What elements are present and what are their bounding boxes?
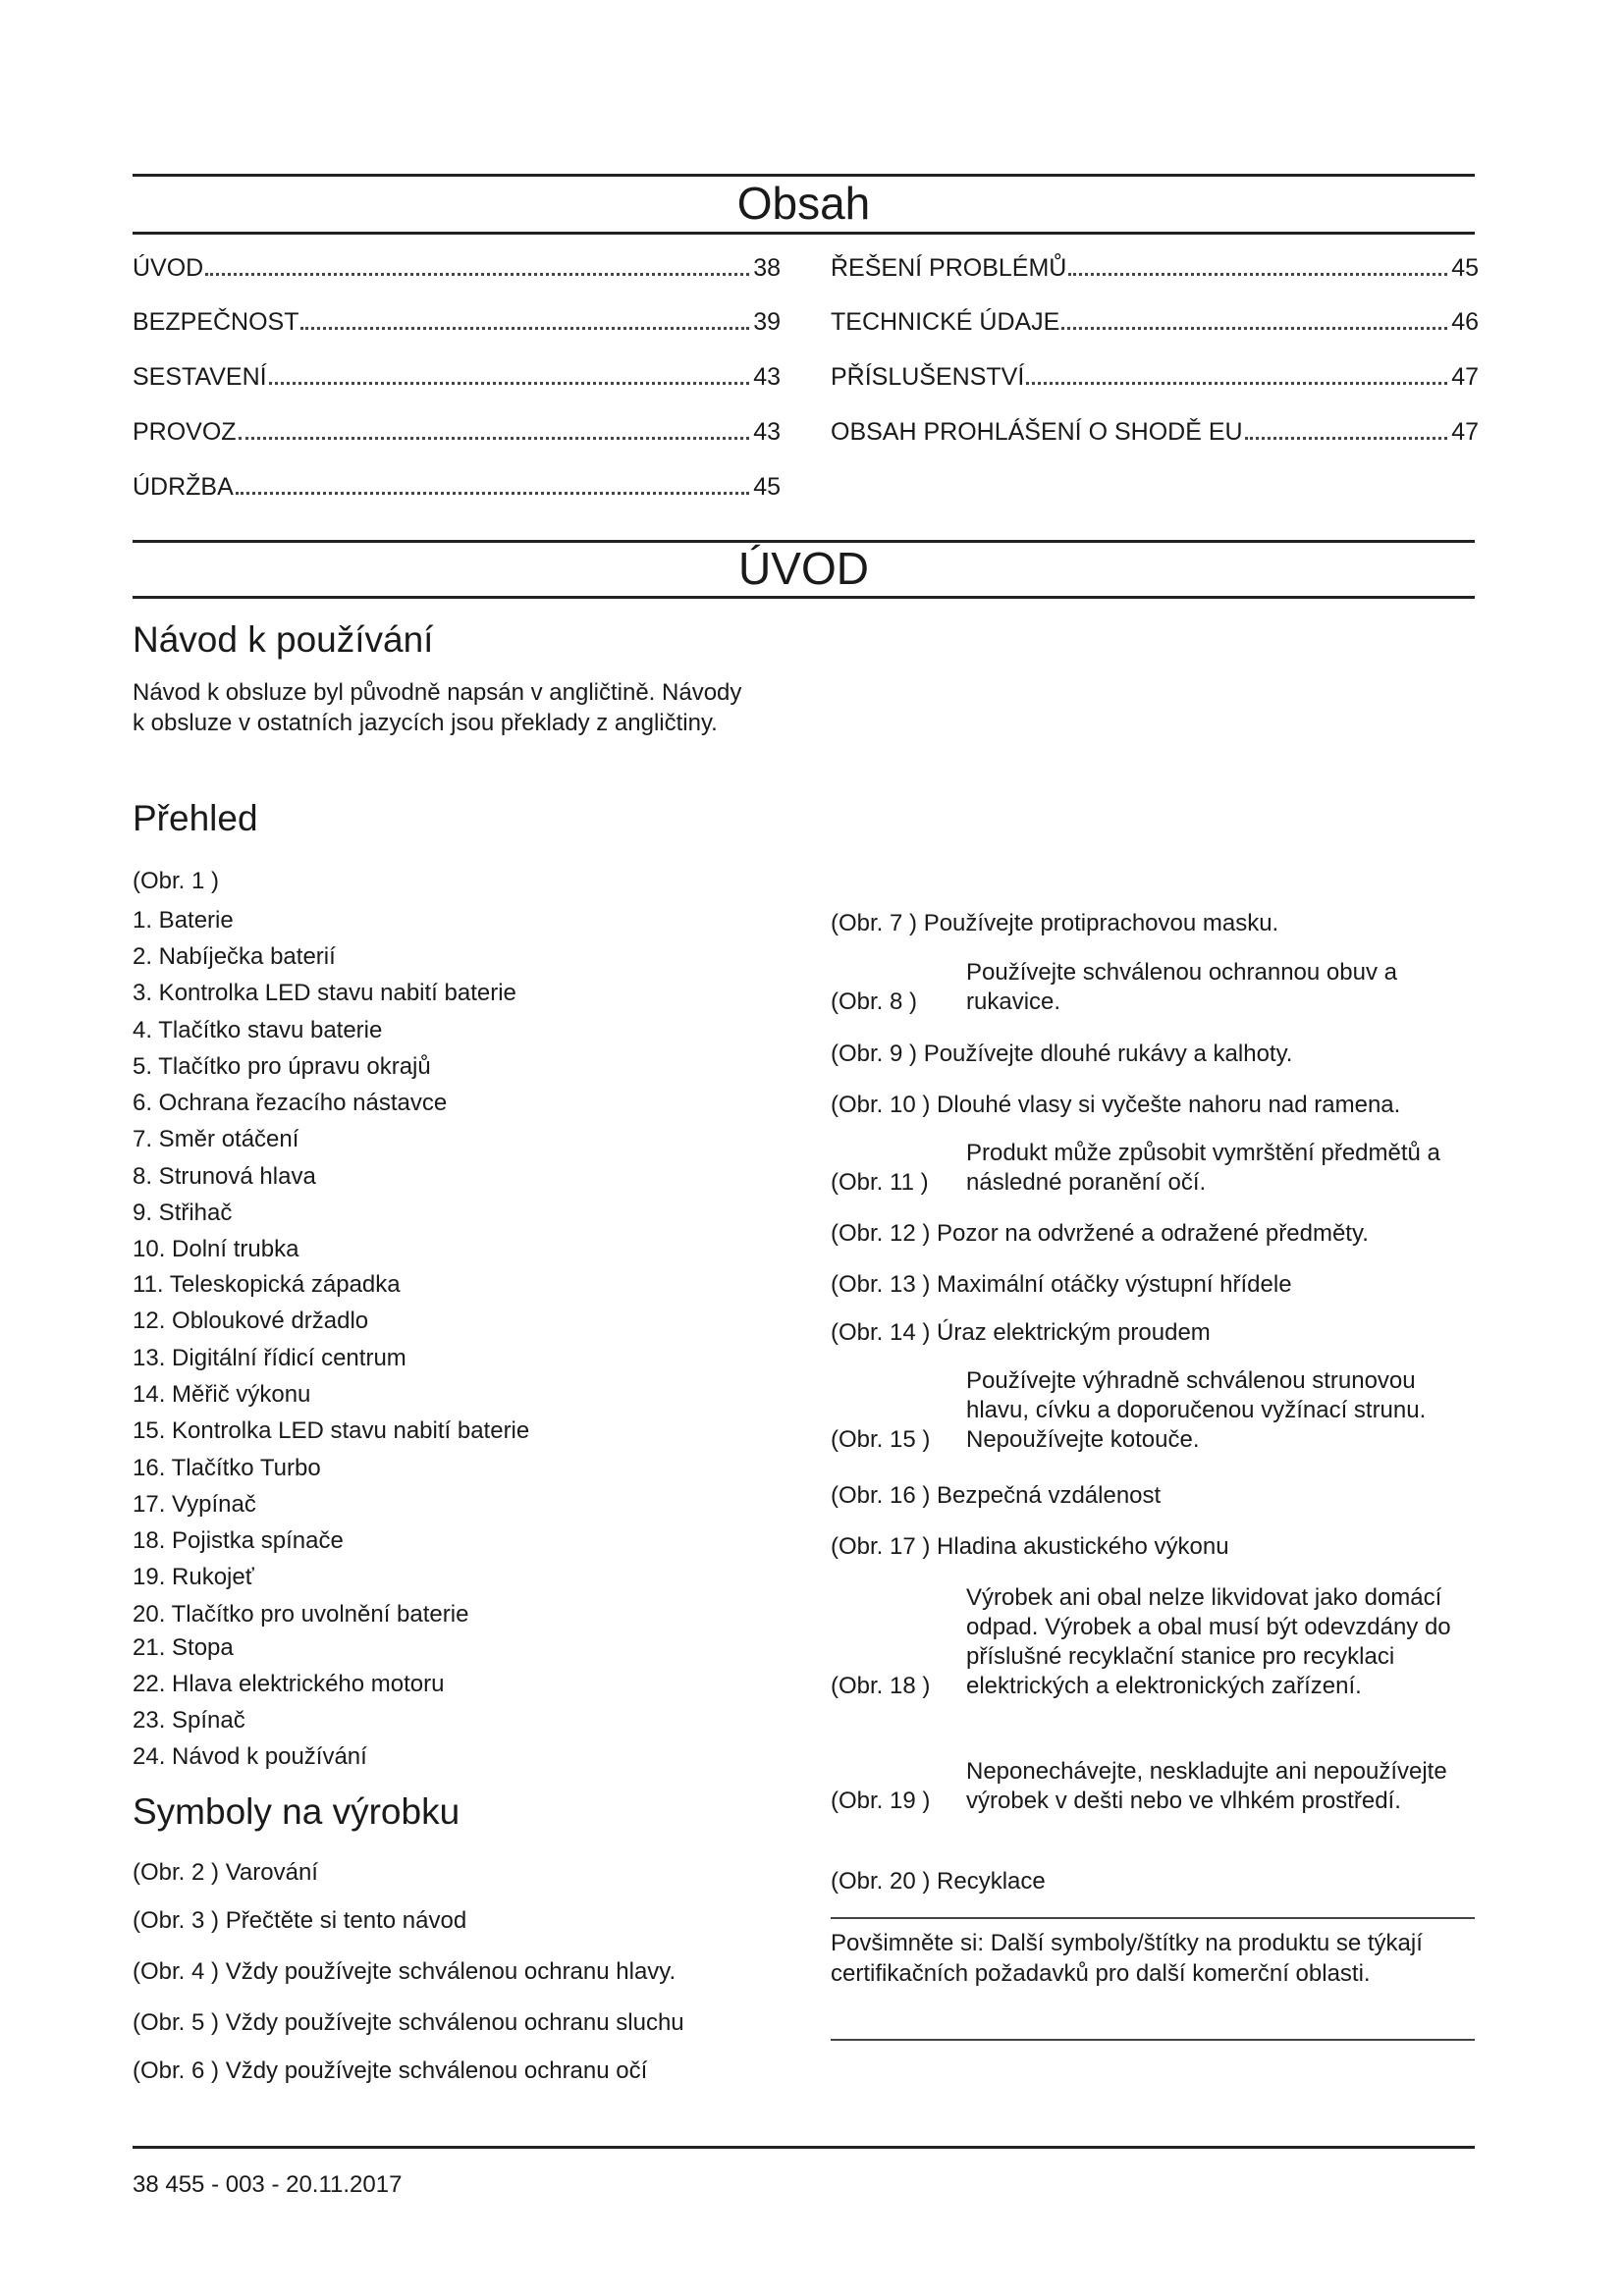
toc-entry-page: 46 bbox=[1451, 308, 1479, 336]
symbol-entry: (Obr. 3 ) Přečtěte si tento návod bbox=[133, 1907, 467, 1934]
symbols-heading: Symboly na výrobku bbox=[133, 1791, 460, 1832]
list-item: 18. Pojistka spínače bbox=[133, 1527, 344, 1554]
symbol-entry bbox=[831, 1481, 1498, 1511]
symbol-text: Používejte výhradně schválenou strunovou hlavu, cívku a doporučenou vyžínací strunu. Nepoužívejte kotouče. bbox=[966, 1367, 1427, 1453]
toc-entry-page: 47 bbox=[1451, 418, 1479, 446]
symbol-text: Maximální otáčky výstupní hřídele bbox=[937, 1271, 1292, 1298]
list-item: 20. Tlačítko pro uvolnění baterie bbox=[133, 1601, 469, 1628]
manual-heading: Návod k používání bbox=[133, 619, 434, 660]
manual-text: Návod k obsluze byl původně napsán v angličtině. Návody k obsluze v ostatních jazycích jsou překlady z angličtiny. bbox=[133, 679, 742, 736]
toc-entry-title: BEZPEČNOST bbox=[133, 308, 299, 336]
list-item: 2. Nabíječka baterií bbox=[133, 943, 336, 970]
symbol-label: (Obr. 18 ) bbox=[831, 1673, 931, 1699]
section-title: ÚVOD bbox=[738, 543, 869, 594]
list-item: 16. Tlačítko Turbo bbox=[133, 1455, 321, 1481]
toc-entry-page: 43 bbox=[753, 418, 781, 446]
list-item: 21. Stopa bbox=[133, 1634, 234, 1661]
symbol-entry bbox=[831, 1867, 1498, 1896]
symbol-text: Pozor na odvržené a odražené předměty. bbox=[937, 1220, 1369, 1247]
symbol-label: (Obr. 19 ) bbox=[831, 1788, 931, 1814]
list-item: 19. Rukojeť bbox=[133, 1564, 254, 1590]
list-item: 17. Vypínač bbox=[133, 1491, 256, 1518]
symbol-entry: (Obr. 6 ) Vždy používejte schválenou ochranu očí bbox=[133, 2057, 648, 2084]
note-box bbox=[831, 1917, 1475, 2041]
list-item: 1. Baterie bbox=[133, 907, 234, 934]
overview-heading: Přehled bbox=[133, 798, 258, 838]
symbol-entry bbox=[831, 1583, 1479, 1701]
symbol-label: (Obr. 8 ) bbox=[831, 988, 918, 1015]
symbol-entry: (Obr. 2 ) Varování bbox=[133, 1859, 318, 1886]
list-item: 3. Kontrolka LED stavu nabití baterie bbox=[133, 980, 516, 1006]
symbol-text: Bezpečná vzdálenost bbox=[937, 1482, 1162, 1509]
symbol-text: Používejte schválenou ochrannou obuv a rukavice. bbox=[966, 959, 1397, 1015]
symbol-label: (Obr. 15 ) bbox=[831, 1426, 931, 1453]
toc-entry-sestaveni[interactable] bbox=[133, 362, 781, 392]
symbol-entry bbox=[831, 1366, 1479, 1455]
list-item: 7. Směr otáčení bbox=[133, 1126, 299, 1152]
list-item: 24. Návod k používání bbox=[133, 1743, 367, 1770]
symbol-entry bbox=[831, 1318, 1498, 1348]
list-item: 10. Dolní trubka bbox=[133, 1236, 299, 1262]
symbol-entry bbox=[831, 1532, 1498, 1562]
toc-bottom-rule bbox=[133, 232, 1475, 235]
toc-entry-reseni-problemu[interactable] bbox=[831, 253, 1479, 283]
note-text: Povšimněte si: Další symboly/štítky na produktu se týkají certifikačních požadavků pro další komerční oblasti. bbox=[831, 1930, 1423, 1987]
toc-entry-title: PŘÍSLUŠENSTVÍ bbox=[831, 363, 1025, 391]
symbol-entry: (Obr. 5 ) Vždy používejte schválenou ochranu sluchu bbox=[133, 2009, 684, 2036]
symbol-text: Hladina akustického výkonu bbox=[937, 1533, 1229, 1560]
list-item: 14. Měřič výkonu bbox=[133, 1381, 311, 1408]
symbol-label: (Obr. 20 ) bbox=[831, 1868, 931, 1895]
symbol-label: (Obr. 13 ) bbox=[831, 1271, 931, 1298]
symbol-label: (Obr. 14 ) bbox=[831, 1319, 931, 1346]
list-item: 5. Tlačítko pro úpravu okrajů bbox=[133, 1053, 431, 1080]
list-item: 15. Kontrolka LED stavu nabití baterie bbox=[133, 1417, 530, 1444]
toc-entry-title: SESTAVENÍ bbox=[133, 363, 267, 391]
symbol-entry bbox=[831, 1270, 1498, 1300]
symbol-label: (Obr. 17 ) bbox=[831, 1533, 931, 1560]
symbol-entry bbox=[831, 958, 1479, 1017]
symbol-text: Úraz elektrickým proudem bbox=[937, 1319, 1211, 1346]
list-item: 22. Hlava elektrického motoru bbox=[133, 1671, 445, 1697]
symbol-entry bbox=[831, 1219, 1498, 1249]
symbol-entry: (Obr. 4 ) Vždy používejte schválenou ochranu hlavy. bbox=[133, 1958, 677, 1985]
toc-entry-prohlaseni[interactable] bbox=[831, 417, 1479, 447]
toc-entry-page: 39 bbox=[753, 308, 781, 336]
symbol-entry bbox=[831, 909, 1498, 938]
toc-entry-provoz[interactable] bbox=[133, 417, 781, 447]
toc-entry-title: OBSAH PROHLÁŠENÍ O SHODĚ EU bbox=[831, 418, 1243, 446]
list-item: 8. Strunová hlava bbox=[133, 1163, 316, 1190]
footer-rule bbox=[133, 2146, 1475, 2149]
toc-entry-title: ÚVOD bbox=[133, 254, 204, 282]
section-bottom-rule bbox=[133, 596, 1475, 599]
toc-entry-page: 45 bbox=[753, 473, 781, 501]
symbol-label: (Obr. 12 ) bbox=[831, 1220, 931, 1247]
toc-entry-uvod[interactable] bbox=[133, 253, 781, 283]
list-item: 13. Digitální řídicí centrum bbox=[133, 1345, 406, 1371]
symbol-text: Recyklace bbox=[937, 1868, 1046, 1895]
toc-entry-title: PROVOZ bbox=[133, 418, 237, 446]
toc-entry-page: 38 bbox=[753, 254, 781, 282]
symbol-text: Výrobek ani obal nelze likvidovat jako domácí odpad. Výrobek a obal musí být odevzdány do příslušné recyklační stanice pro recyklaci elektrických a elektronických zařízení. bbox=[966, 1584, 1451, 1699]
symbol-text: Používejte protiprachovou masku. bbox=[923, 910, 1279, 936]
toc-entry-title: TECHNICKÉ ÚDAJE bbox=[831, 308, 1060, 336]
symbol-text: Používejte dlouhé rukávy a kalhoty. bbox=[923, 1041, 1293, 1067]
toc-entry-page: 47 bbox=[1451, 363, 1479, 391]
toc-entry-technicke-udaje[interactable] bbox=[831, 307, 1479, 337]
toc-title: Obsah bbox=[736, 178, 871, 229]
toc-entry-page: 45 bbox=[1451, 254, 1479, 282]
symbol-label: (Obr. 11 ) bbox=[831, 1169, 929, 1196]
symbol-label: (Obr. 7 ) bbox=[831, 910, 918, 936]
symbol-text: Produkt může způsobit vymrštění předmětů a následné poranění očí. bbox=[966, 1140, 1440, 1196]
symbol-entry bbox=[831, 1040, 1498, 1069]
list-item: 23. Spínač bbox=[133, 1707, 245, 1734]
list-item: 11. Teleskopická západka bbox=[133, 1271, 401, 1298]
symbol-text: Neponechávejte, neskladujte ani nepoužívejte výrobek v dešti nebo ve vlhkém prostředí. bbox=[966, 1758, 1447, 1814]
toc-entry-page: 43 bbox=[753, 363, 781, 391]
symbol-label: (Obr. 9 ) bbox=[831, 1041, 918, 1067]
toc-entry-bezpecnost[interactable] bbox=[133, 307, 781, 337]
toc-entry-title: ŘEŠENÍ PROBLÉMŮ bbox=[831, 254, 1067, 282]
overview-figure-ref: (Obr. 1 ) bbox=[133, 868, 220, 894]
toc-entry-udrzba[interactable] bbox=[133, 472, 781, 502]
list-item: 12. Obloukové držadlo bbox=[133, 1308, 369, 1334]
symbol-text: Dlouhé vlasy si vyčešte nahoru nad ramena. bbox=[937, 1092, 1401, 1118]
list-item: 9. Střihač bbox=[133, 1200, 233, 1226]
toc-entry-prislusenstvi[interactable] bbox=[831, 362, 1479, 392]
toc-entry-title: ÚDRŽBA bbox=[133, 473, 234, 501]
list-item: 4. Tlačítko stavu baterie bbox=[133, 1017, 383, 1043]
symbol-entry bbox=[831, 1757, 1459, 1816]
symbol-label: (Obr. 10 ) bbox=[831, 1092, 931, 1118]
symbol-entry bbox=[831, 1091, 1498, 1120]
symbol-label: (Obr. 16 ) bbox=[831, 1482, 931, 1509]
list-item: 6. Ochrana řezacího nástavce bbox=[133, 1090, 448, 1116]
footer-doc-ref: 38 455 - 003 - 20.11.2017 bbox=[133, 2171, 403, 2198]
symbol-entry bbox=[831, 1139, 1479, 1198]
